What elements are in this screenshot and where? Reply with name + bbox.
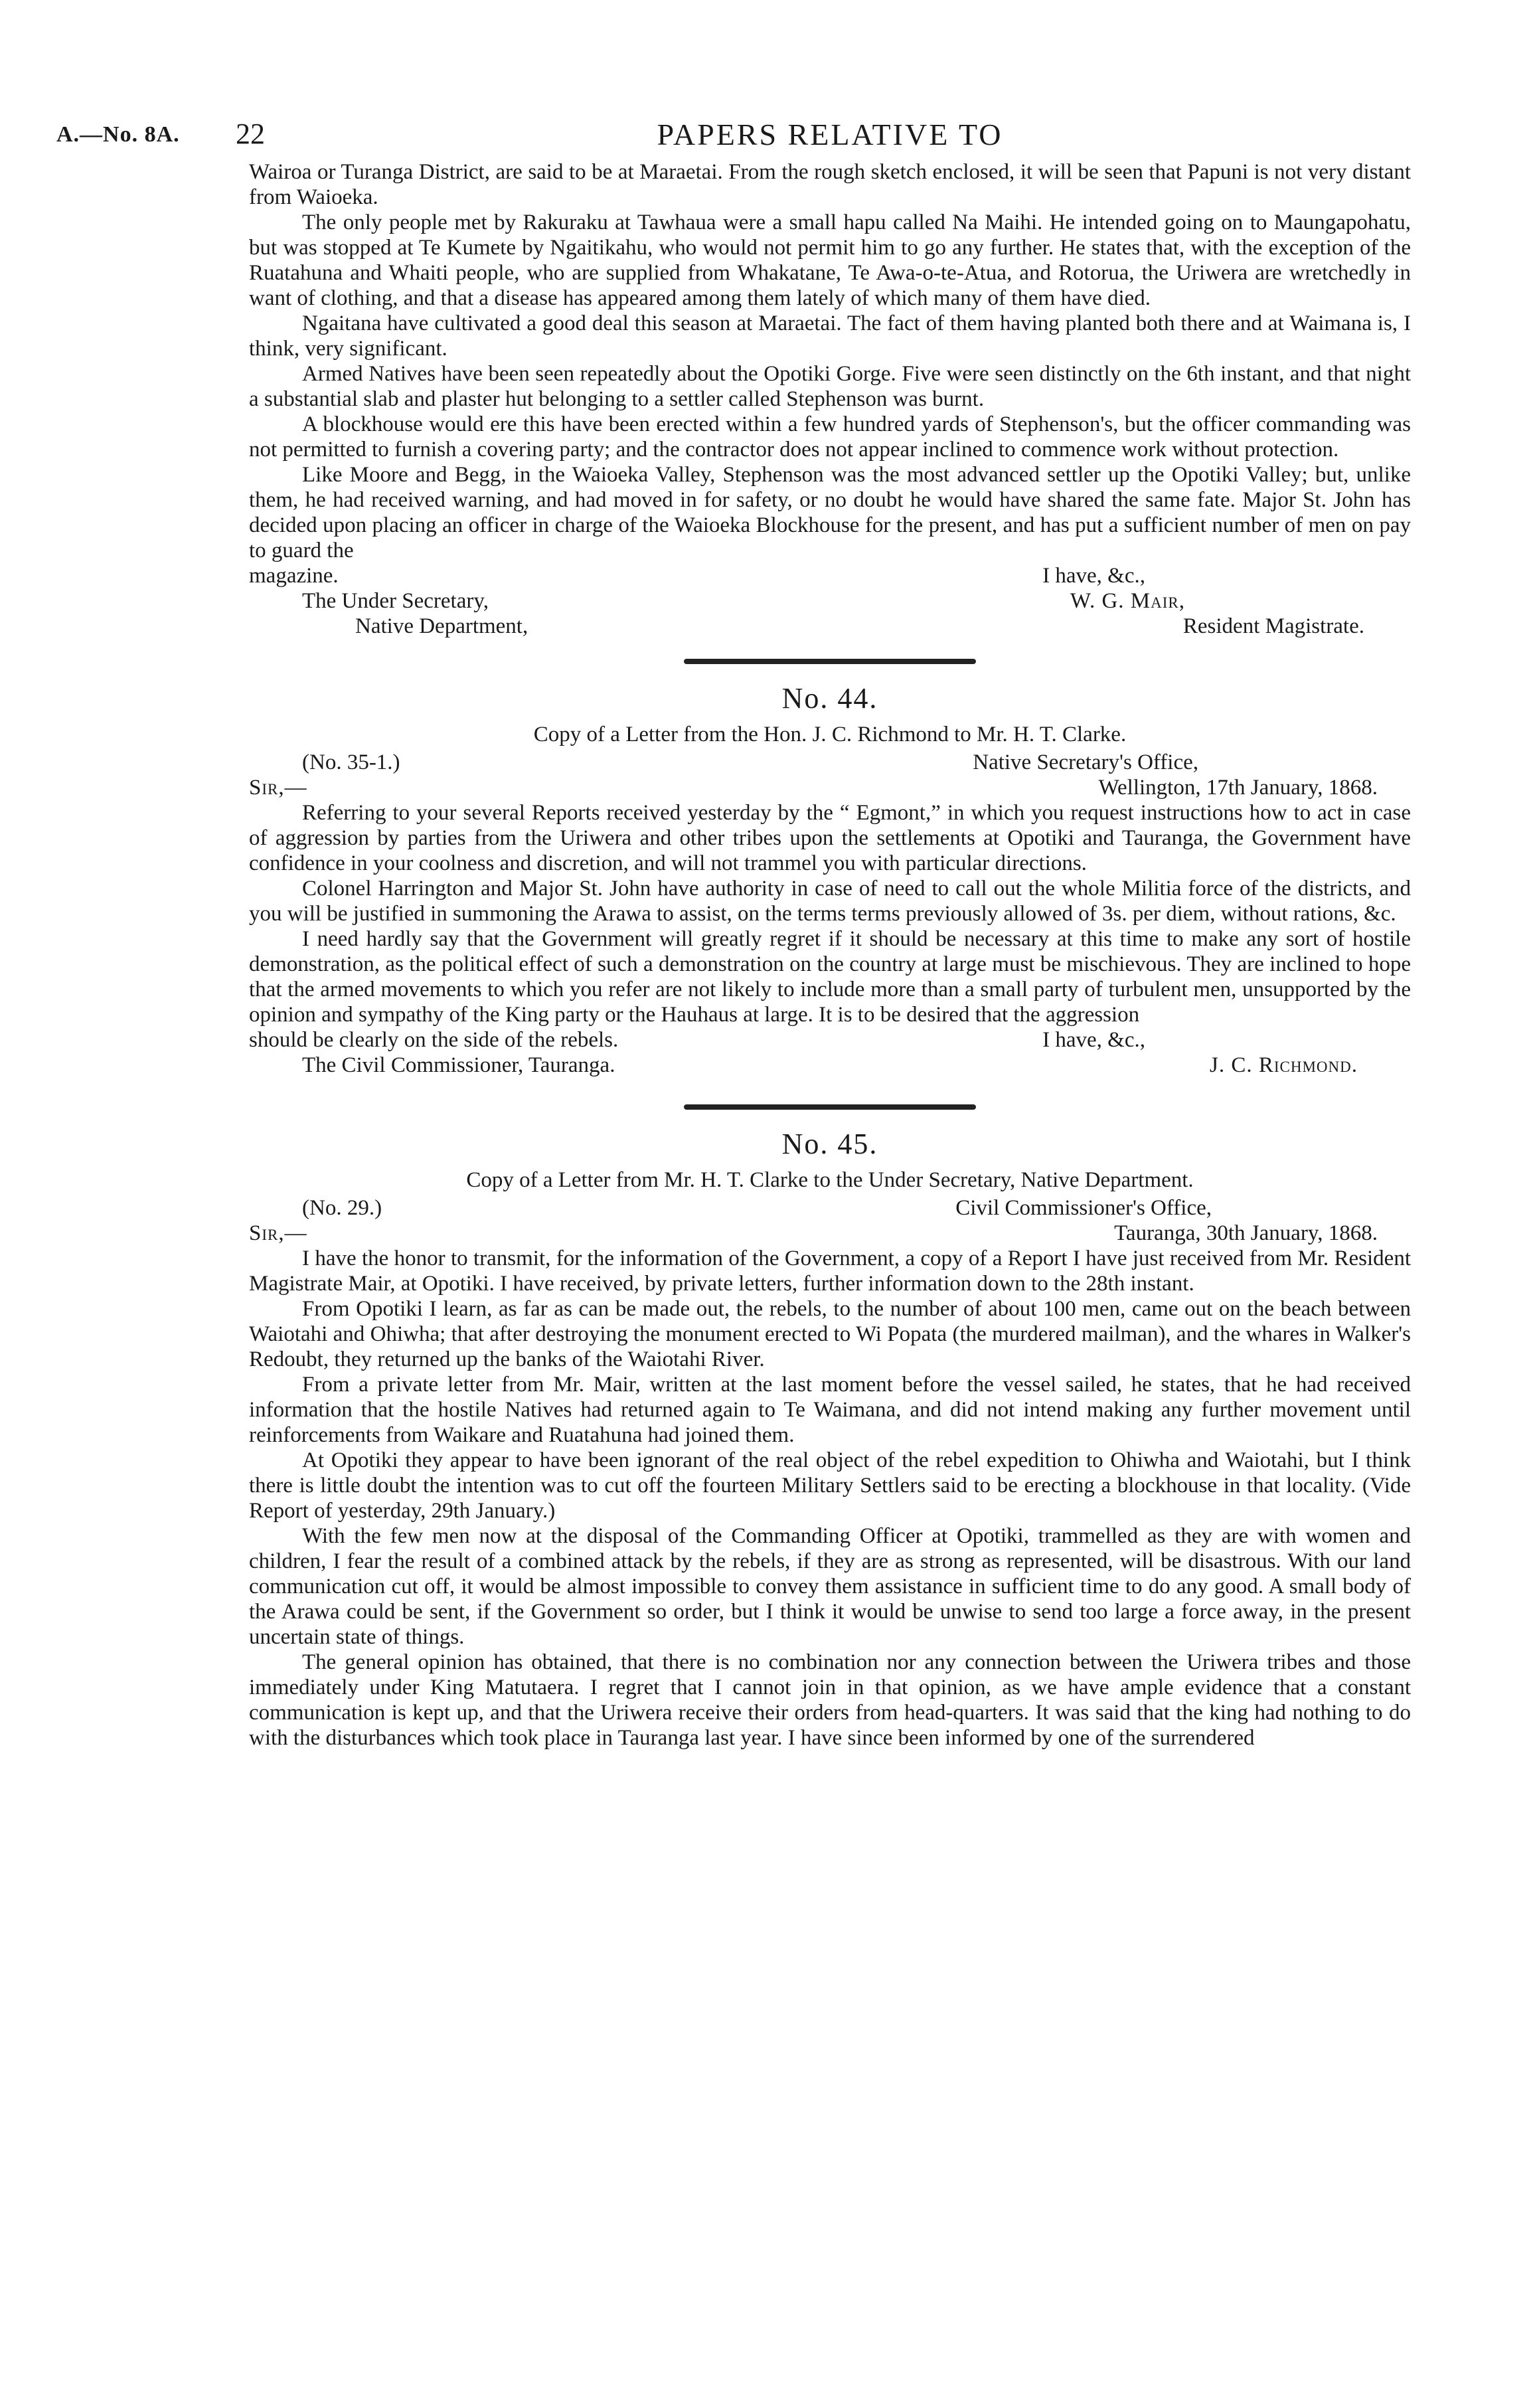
closing-line [249,563,1411,588]
addressee-department: Native Department, [355,614,528,638]
signature-line [249,588,1411,614]
signature-line [249,1053,1411,1078]
place-date: Tauranga, 30th January, 1868. [1114,1221,1378,1245]
paragraph: From a private letter from Mr. Mair, written at the last moment before the vessel sailed, he states, that he had received information that the hostile Natives had returned again to Te Waimana, and did not intend making any further movement until reinforcements from Waikare and Ruatahuna had joined them. [249,1373,1411,1447]
paragraph: Like Moore and Begg, in the Waioeka Valley, Stephenson was the most advanced settler up the Opotiki Valley; but, unlike them, he had received warning, and had moved in for safety, or no doubt he would have shared the same fate. Major St. John has decided upon placing an officer in charge of the Waioeka Blockhouse for the present, and has put a sufficient number of men on pay to guard the [249,463,1411,562]
page-number: 22 [236,118,265,150]
letter-number: No. 44. [781,682,878,715]
paragraph: Armed Natives have been seen repeatedly about the Opotiki Gorge. Five were seen distinctly on the 6th instant, and that night a substantial slab and plaster hut belonging to a settler called Stephenson was burnt. [249,362,1411,411]
paragraph: Colonel Harrington and Major St. John have authority in case of need to call out the whole Militia force of the districts, and you will be justified in summoning the Arawa to assist, on the terms terms previously allowed of 3s. per diem, without rations, &c. [249,877,1411,926]
letter-meta-line [249,1221,1411,1246]
letter-title: Copy of a Letter from Mr. H. T. Clarke to the Under Secretary, Native Department. [466,1168,1194,1192]
paragraph: The only people met by Rakuraku at Tawhaua were a small hapu called Na Maihi. He intended going on to Maungapohatu, but was stopped at Te Kumete by Ngaitikahu, who would not permit him to go any further. He states that, with the exception of the Ruatahuna and Whaiti people, who are supplied from Whakatane, Te Awa-o-te-Atua, and Rotorua, the Uriwera are wretchedly in want of clothing, and that a disease has appeared among them lately of which many of them have died. [249,211,1411,310]
office-name: Native Secretary's Office, [973,750,1198,774]
salutation: Sir,— [249,776,307,800]
page-header [56,113,1411,159]
signer-title: Resident Magistrate. [1182,614,1364,638]
paragraph: I need hardly say that the Government will greatly regret if it should be necessary at this time to make any sort of hostile demonstration, as the political effect of such a demonstration on the country at large must be mischievous. They are inclined to hope that the armed movements to which you refer are not likely to include more than a small party of turbulent men, unsupported by the opinion and sympathy of the King party or the Hauhaus at large. It is to be desired that the aggression [249,927,1411,1027]
paragraph: Ngaitana have cultivated a good deal this season at Maraetai. The fact of them having planted both there and at Waimana is, I think, very significant. [249,311,1411,361]
paragraph: From Opotiki I learn, as far as can be made out, the rebels, to the number of about 100 men, came out on the beach between Waiotahi and Ohiwha; that after destroying the monument erected to Wi Popata (the murdered mailman), and the whares in Walker's Redoubt, they returned up the banks of the Waiotahi River. [249,1297,1411,1371]
running-title: PAPERS RELATIVE TO [657,118,1003,151]
closing-line [249,1027,1411,1053]
signer-name: W. G. Mair, [1070,589,1185,613]
section-divider [684,659,976,664]
paragraph: With the few men now at the disposal of the Commanding Officer at Opotiki, trammelled as they are with women and children, I fear the result of a combined attack by the rebels, if they are as strong as represented, will be disastrous. With our land communication cut off, it would be almost impossible to convey them assistance in sufficient time to do any good. A small body of the Arawa could be sent, if the Government so order, but I think it would be unwise to send too large a force away, in the present uncertain state of things. [249,1524,1411,1649]
valediction: I have, &c., [1042,1028,1145,1052]
paragraph: A blockhouse would ere this have been erected within a few hundred yards of Stephenson's, but the officer commanding was not permitted to furnish a covering party; and the contractor does not appear inclined to commence work without protection. [249,412,1411,462]
letter-meta-line [249,1195,1411,1221]
section-divider [684,1104,976,1110]
paragraph: Wairoa or Turanga District, are said to be at Maraetai. From the rough sketch enclosed, it will be seen that Papuni is not very distant from Waioeka. [249,160,1411,209]
salutation: Sir,— [249,1221,307,1245]
signer-name: J. C. Richmond. [1209,1053,1358,1077]
addressee: The Under Secretary, [302,589,489,613]
document-page [56,113,1411,1751]
closing-text: magazine. [249,564,339,588]
document-reference: A.—No. 8A. [56,122,180,147]
office-name: Civil Commissioner's Office, [955,1196,1212,1220]
paragraph: The general opinion has obtained, that there is no combination nor any connection between the Uriwera tribes and those immediately under King Matutaera. I regret that I cannot join in that opinion, as we have ample evidence that a constant communication is kept up, and that the Uriwera receive their orders from head-quarters. It was said that the king had nothing to do with the disturbances which took place in Tauranga last year. I have since been informed by one of the surrendered [249,1650,1411,1750]
letter-number: No. 45. [781,1128,878,1160]
addressee: The Civil Commissioner, Tauranga. [302,1053,615,1077]
paragraph: At Opotiki they appear to have been ignorant of the real object of the rebel expedition to Ohiwha and Waiotahi, but I think there is little doubt the intention was to cut off the fourteen Military Settlers said to be erecting a blockhouse in that locality. (Vide Report of yesterday, 29th January.) [249,1448,1411,1523]
previous-letter-continuation [249,159,1411,639]
valediction: I have, &c., [1042,564,1145,588]
letter-no-44 [249,681,1411,1078]
place-date: Wellington, 17th January, 1868. [1098,776,1378,800]
letter-no-45 [249,1127,1411,1751]
reference-number: (No. 29.) [302,1196,382,1220]
letter-meta-line [249,775,1411,800]
paragraph: Referring to your several Reports received yesterday by the “ Egmont,” in which you request instructions how to act in case of aggression by parties from the Uriwera and other tribes upon the settlements at Opotiki and Tauranga, the Government have confidence in your coolness and discretion, and will not trammel you with particular directions. [249,801,1411,875]
reference-number: (No. 35-1.) [302,750,400,774]
closing-text: should be clearly on the side of the rebels. [249,1028,619,1052]
signature-line [249,614,1411,639]
letter-title: Copy of a Letter from the Hon. J. C. Richmond to Mr. H. T. Clarke. [533,723,1127,746]
letter-meta-line [249,750,1411,775]
paragraph: I have the honor to transmit, for the information of the Government, a copy of a Report I have just received from Mr. Resident Magistrate Mair, at Opotiki. I have received, by private letters, further information down to the 28th instant. [249,1247,1411,1296]
